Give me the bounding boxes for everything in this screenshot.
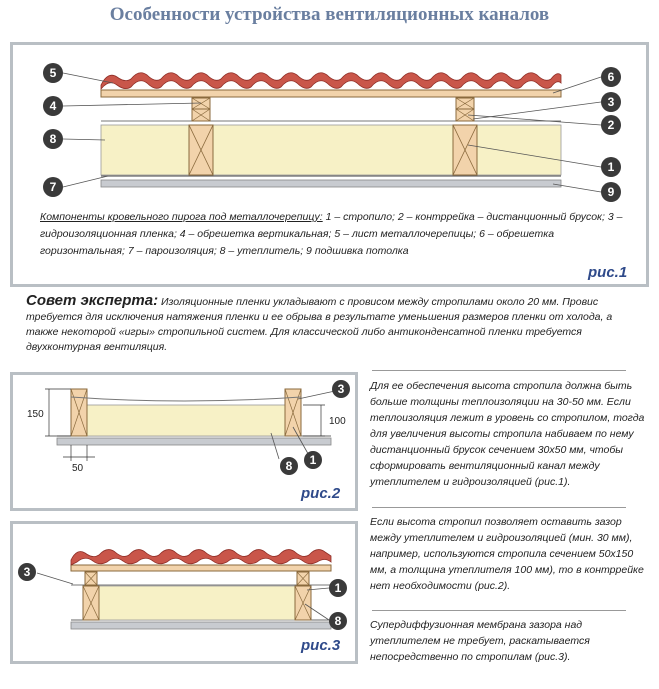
fig2-rafter-right bbox=[285, 389, 301, 436]
callout-6-label: 6 bbox=[607, 70, 615, 84]
figure1-caption bbox=[40, 209, 628, 260]
fig3-counter-batten-left bbox=[85, 572, 97, 585]
callout-8 bbox=[43, 129, 63, 149]
figure3-frame bbox=[10, 521, 358, 664]
fig3-rafter-left bbox=[83, 586, 99, 620]
fig3-callout-3 bbox=[18, 563, 36, 581]
expert-advice bbox=[26, 293, 646, 355]
callout-1-label: 1 bbox=[607, 160, 615, 174]
expert-advice-text: Изоляционные пленки укладывают с провисом между стропилами около 20 мм. Провис требуется для исключения натяжения пленки и ее обрыва в результате уменьшения размеров пленки от холода, а также некоторой «игры» стропильной систем. Для классической либо антиконденсатной пленки требуется двухконтурная вентиляция. bbox=[26, 296, 613, 353]
figure2-frame bbox=[10, 372, 358, 511]
figure1-caption-heading: Компоненты кровельного пирога под металлочерепицу: bbox=[40, 211, 323, 223]
fig2-callout-3 bbox=[332, 380, 350, 398]
fig2-rafter-left bbox=[71, 389, 87, 436]
rafter-left bbox=[189, 125, 213, 175]
horizontal-lathing bbox=[101, 90, 561, 97]
fig3-counter-batten-right bbox=[297, 572, 309, 585]
fig3-ceiling-lining bbox=[71, 622, 331, 629]
fig3-callout-1 bbox=[329, 579, 347, 597]
callout-3-label: 3 bbox=[607, 95, 615, 109]
fig3-callout-3-label: 3 bbox=[23, 565, 31, 579]
callout-3 bbox=[601, 92, 621, 112]
fig3-metal-tile-sheet bbox=[71, 550, 331, 565]
page-title: Особенности устройства вентиляционных каналов bbox=[109, 4, 550, 25]
divider-3 bbox=[372, 610, 626, 611]
callout-2-label: 2 bbox=[607, 118, 615, 132]
ceiling-lining bbox=[101, 180, 561, 187]
callout-5-label: 5 bbox=[49, 66, 57, 80]
fig2-callout-1 bbox=[304, 451, 322, 469]
figure1-label: рис.1 bbox=[588, 264, 628, 281]
callout-5 bbox=[43, 63, 63, 83]
rafter-right bbox=[453, 125, 477, 175]
fig2-dim-width: 50 bbox=[72, 463, 84, 474]
fig2-callout-3-label: 3 bbox=[337, 382, 345, 396]
insulation bbox=[101, 125, 561, 175]
fig3-callout-1-label: 1 bbox=[334, 581, 342, 595]
figure1-caption-body: 1 – стропило; 2 – контррейка – дистанционный брусок; 3 – гидроизоляционная пленка; 4 – обрешетка вертикальная; 5 – лист металлочерепицы; 6 – обрешетка горизонтальная; 7 – пароизоляция; 8 – утеплитель; 9 подшивка потолка bbox=[40, 211, 623, 257]
callout-1 bbox=[601, 157, 621, 177]
fig2-hydro-film bbox=[71, 397, 301, 401]
metal-tile-sheet bbox=[101, 73, 561, 89]
fig2-dim-height: 150 bbox=[27, 409, 44, 420]
fig3-horizontal-lathing bbox=[71, 565, 331, 571]
fig3-callout-8-label: 8 bbox=[334, 614, 342, 628]
fig2-callout-1-label: 1 bbox=[309, 453, 317, 467]
counter-batten-left bbox=[192, 109, 210, 121]
callout-4 bbox=[43, 96, 63, 116]
fig3-callout-8 bbox=[329, 612, 347, 630]
callout-9 bbox=[601, 182, 621, 202]
callout-9-label: 9 bbox=[607, 185, 615, 199]
fig2-callout-8-label: 8 bbox=[285, 459, 293, 473]
divider-1 bbox=[372, 370, 626, 371]
side-paragraph-2: Если высота стропил позволяет оставить зазор между утеплителем и гидроизоляцией (мин. 30 мм), например, используются стропила сечением 50х150 мм, а толщина утеплителя 100 мм), то в контррейке нет необходимости (рис.2). bbox=[370, 516, 644, 592]
callout-7 bbox=[43, 177, 63, 197]
fig2-dim-insulation: 100 bbox=[329, 416, 346, 427]
expert-advice-heading: Совет эксперта: bbox=[26, 292, 159, 309]
fig2-callout-8 bbox=[280, 457, 298, 475]
callout-7-label: 7 bbox=[49, 180, 57, 194]
figure3-label: рис.3 bbox=[301, 637, 341, 654]
side-paragraph-3: Супердиффузионная мембрана зазора над утеплителем не требует, раскатывается непосредственно по стропилам (рис.3). bbox=[370, 619, 590, 663]
fig2-ceiling-lining bbox=[57, 438, 331, 445]
fig3-rafter-right bbox=[295, 586, 311, 620]
callout-8-label: 8 bbox=[49, 132, 57, 146]
fig3-insulation bbox=[99, 586, 295, 620]
divider-2 bbox=[372, 507, 626, 508]
callout-2 bbox=[601, 115, 621, 135]
side-paragraph-1: Для ее обеспечения высота стропила должна быть больше толщины теплоизоляции на 30-50 мм. Если теплоизоляция лежит в уровень со стропилом, тогда для увеличения высоты стропила набиваем по нему дистанционный брусок сечением 30х50 мм, чтобы сформировать вентиляционный канал между утеплителем и гидроизоляцией (рис.1). bbox=[370, 380, 645, 488]
figure2-label: рис.2 bbox=[301, 485, 341, 502]
callout-4-label: 4 bbox=[49, 99, 57, 113]
fig2-insulation bbox=[85, 405, 295, 436]
callout-6 bbox=[601, 67, 621, 87]
vertical-lathing-right bbox=[456, 98, 474, 109]
